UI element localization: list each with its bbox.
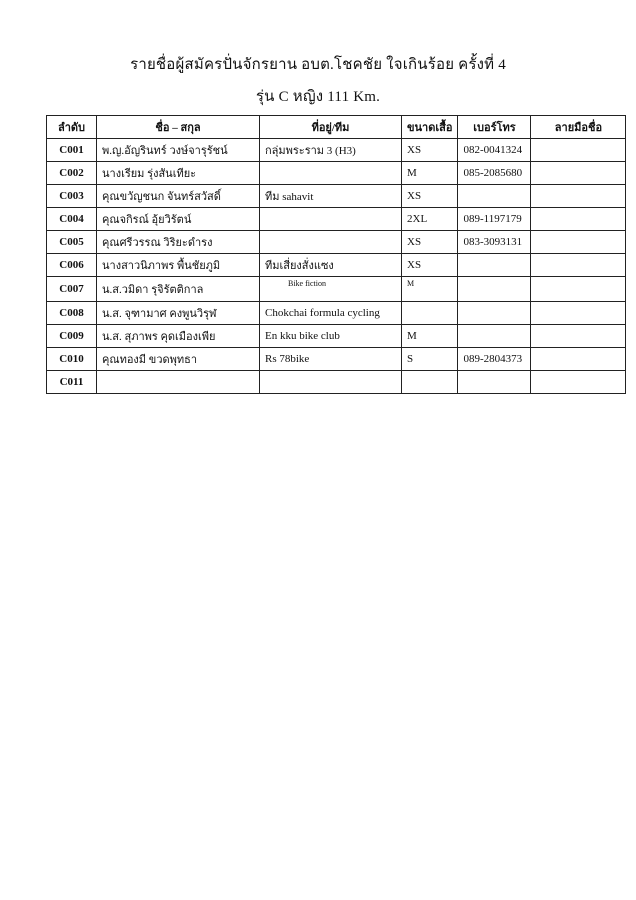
table-row [47, 277, 626, 302]
column-header-order: ลำดับ [47, 116, 97, 139]
cell-signature [531, 139, 626, 162]
cell-name: น.ส.วมิดา รุจิรัตติกาล [97, 277, 260, 302]
cell-name: พ.ญ.อัญรินทร์ วงษ์จารุรัชน์ [97, 139, 260, 162]
cell-phone [458, 302, 531, 325]
cell-signature [531, 371, 626, 394]
table-row [47, 231, 626, 254]
cell-code: C010 [47, 348, 97, 371]
cell-phone: 083-3093131 [458, 231, 531, 254]
cell-phone: 089-2804373 [458, 348, 531, 371]
cell-team [260, 231, 402, 254]
cell-name: น.ส. สุภาพร คุดเมืองเพีย [97, 325, 260, 348]
cell-code: C006 [47, 254, 97, 277]
table-row [47, 254, 626, 277]
cell-signature [531, 208, 626, 231]
column-header-name: ชื่อ – สกุล [97, 116, 260, 139]
cell-shirt-size: M [402, 277, 458, 302]
cell-shirt-size: XS [402, 254, 458, 277]
cell-name: คุณขวัญชนก จันทร์สวัสดิ์ [97, 185, 260, 208]
cell-team: Rs 78bike [260, 348, 402, 371]
cell-name [97, 371, 260, 394]
page-subtitle: รุ่น C หญิง 111 Km. [255, 89, 381, 105]
page-title: รายชื่อผู้สมัครปั่นจักรยาน อบต.โชคชัย ใจเกินร้อย ครั้งที่ 4 [130, 57, 506, 73]
cell-signature [531, 185, 626, 208]
cell-name: คุณจกิรณ์ อุ้ยวิรัตน์ [97, 208, 260, 231]
cell-team: Bike fiction [260, 277, 402, 302]
cell-shirt-size: M [402, 162, 458, 185]
cell-signature [531, 302, 626, 325]
cell-shirt-size: 2XL [402, 208, 458, 231]
cell-phone [458, 277, 531, 302]
cell-name: คุณศรีวรรณ วิริยะดำรง [97, 231, 260, 254]
cell-team [260, 208, 402, 231]
cell-code: C002 [47, 162, 97, 185]
cell-signature [531, 162, 626, 185]
cell-team [260, 162, 402, 185]
cell-code: C008 [47, 302, 97, 325]
cell-team: ทีม sahavit [260, 185, 402, 208]
cell-team: Chokchai formula cycling [260, 302, 402, 325]
cell-code: C007 [47, 277, 97, 302]
cell-signature [531, 277, 626, 302]
cell-phone: 089-1197179 [458, 208, 531, 231]
cell-code: C009 [47, 325, 97, 348]
cell-shirt-size [402, 371, 458, 394]
column-header-shirt-size: ขนาดเสื้อ [402, 116, 458, 139]
cell-phone [458, 371, 531, 394]
cell-name: นางเรียม รุ่งสันเทียะ [97, 162, 260, 185]
cell-team: กลุ่มพระราม 3 (H3) [260, 139, 402, 162]
table-row [47, 302, 626, 325]
cell-phone [458, 185, 531, 208]
cell-signature [531, 231, 626, 254]
cell-team [260, 371, 402, 394]
cell-code: C004 [47, 208, 97, 231]
column-header-phone: เบอร์โทร [458, 116, 531, 139]
cell-code: C005 [47, 231, 97, 254]
cell-shirt-size: S [402, 348, 458, 371]
cell-signature [531, 325, 626, 348]
cell-shirt-size: XS [402, 139, 458, 162]
table-row [47, 348, 626, 371]
column-header-team: ที่อยู่/ทีม [260, 116, 402, 139]
cell-signature [531, 348, 626, 371]
cell-name: คุณทองมี ขวดพุทธา [97, 348, 260, 371]
cell-code: C011 [47, 371, 97, 394]
cell-name: นางสาวนิภาพร พื้นชัยภูมิ [97, 254, 260, 277]
column-header-signature: ลายมือชื่อ [531, 116, 626, 139]
cell-shirt-size: XS [402, 185, 458, 208]
cell-phone: 085-2085680 [458, 162, 531, 185]
cell-team: ทีมเสี่ยงสั่งแซง [260, 254, 402, 277]
table-row [47, 139, 626, 162]
table-row [47, 208, 626, 231]
cell-phone [458, 325, 531, 348]
cell-team: En kku bike club [260, 325, 402, 348]
cell-code: C003 [47, 185, 97, 208]
table-row [47, 162, 626, 185]
cell-shirt-size: M [402, 325, 458, 348]
table-row [47, 371, 626, 394]
cell-phone: 082-0041324 [458, 139, 531, 162]
cell-shirt-size: XS [402, 231, 458, 254]
cell-shirt-size [402, 302, 458, 325]
cell-signature [531, 254, 626, 277]
cell-name: น.ส. จุฑามาศ คงพูนวิรุฬ [97, 302, 260, 325]
cell-phone [458, 254, 531, 277]
table-row [47, 325, 626, 348]
registration-table [46, 115, 626, 394]
table-header-row [47, 116, 626, 139]
table-row [47, 185, 626, 208]
cell-code: C001 [47, 139, 97, 162]
